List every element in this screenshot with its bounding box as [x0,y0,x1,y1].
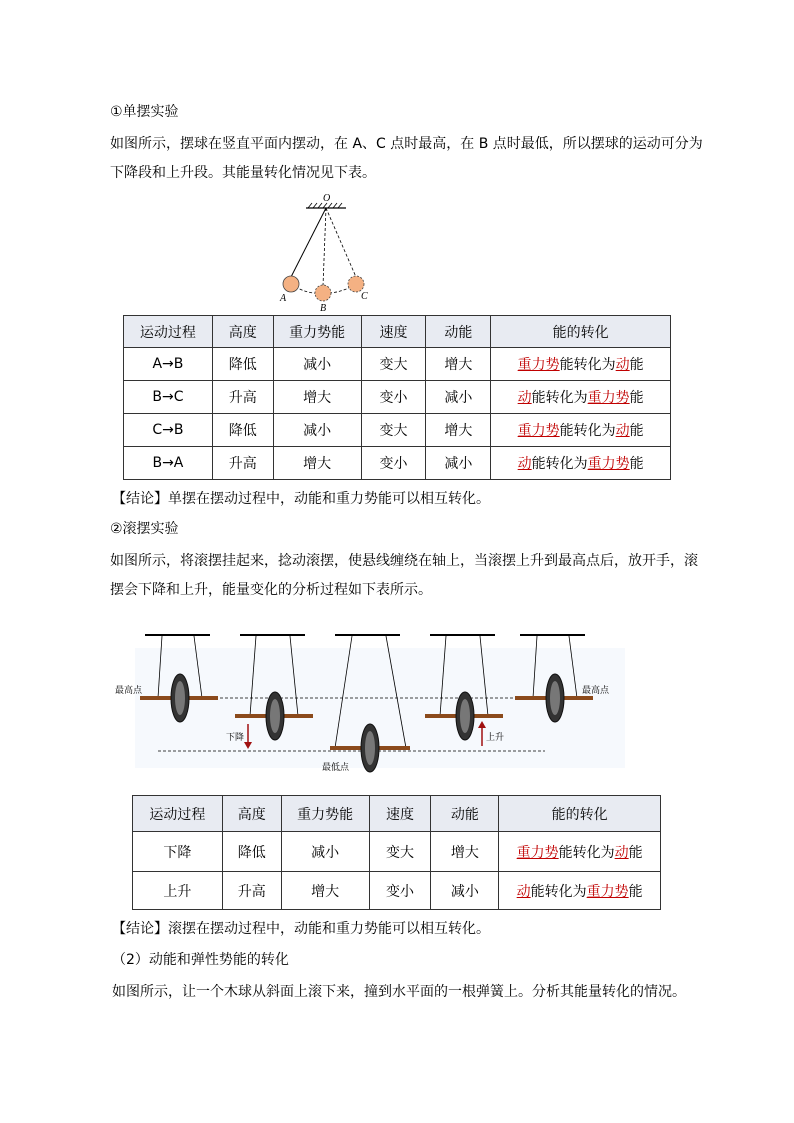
table-row [133,832,661,872]
conv-to: 动 [614,844,629,861]
cell-pe: 增大 [281,872,369,910]
cell-pe: 增大 [273,447,361,480]
rolling-pendulum-table [132,795,661,910]
conv-from: 动 [517,390,532,406]
label-highest-right: 最高点 [582,686,610,696]
cell-pe: 减小 [281,832,369,872]
single-pendulum-figure [270,190,390,315]
cell-pe: 减小 [273,348,361,381]
conv-from: 动 [516,883,531,900]
cell-pe: 增大 [273,381,361,414]
header-ke: 动能 [426,316,491,348]
conv-to: 重力势 [586,883,629,900]
string-c [326,208,356,277]
section2-description: 如图所示，让一个木球从斜面上滚下来，撞到水平面的一根弹簧上。分析其能量转化的情况。 [112,984,686,1000]
conv-from: 重力势 [517,423,560,439]
table-row [124,348,671,381]
label-down: 下降 [226,733,245,743]
conv-mid: 能转化为 [531,456,588,472]
cell-height: 降低 [212,414,273,447]
rolling-pendulum-heading: ②滚摆实验 [110,521,179,537]
header-process: 运动过程 [133,796,223,832]
header-height: 高度 [212,316,273,348]
header-ke: 动能 [431,796,499,832]
cell-speed: 变小 [369,872,431,910]
header-conversion: 能的转化 [499,796,661,832]
conv-from: 重力势 [516,844,559,861]
cell-conversion [499,832,661,872]
cell-speed: 变小 [361,381,426,414]
table-row [133,872,661,910]
header-pe: 重力势能 [273,316,361,348]
conv-end: 能 [629,456,644,472]
cell-ke: 增大 [426,348,491,381]
conv-end: 能 [628,883,643,900]
conclusion-tag: 【结论】 [112,491,168,507]
header-pe: 重力势能 [281,796,369,832]
conv-mid: 能转化为 [558,844,615,861]
ball-c [348,276,364,292]
label-highest-left: 最高点 [115,686,143,696]
conv-to: 动 [615,357,630,373]
label-up: 上升 [486,733,505,743]
cell-conversion [491,381,671,414]
header-process: 运动过程 [124,316,213,348]
conv-end: 能 [629,357,644,373]
conclusion-text: 滚摆在摆动过程中，动能和重力势能可以相互转化。 [168,921,490,937]
cell-pe: 减小 [273,414,361,447]
conv-from: 重力势 [517,357,560,373]
rolling-pendulum-conclusion [112,919,490,939]
header-conversion: 能的转化 [491,316,671,348]
conclusion-tag: 【结论】 [112,921,168,937]
cell-speed: 变小 [361,447,426,480]
ball-a [283,276,299,292]
cell-process: C→B [124,414,213,447]
cell-ke: 减小 [426,447,491,480]
cell-ke: 减小 [431,872,499,910]
rolling-pendulum-figure [110,628,630,778]
label-b: B [320,303,327,314]
cell-ke: 增大 [431,832,499,872]
conv-mid: 能转化为 [531,390,588,406]
pivot-label: O [323,193,331,204]
single-pendulum-conclusion [112,489,490,509]
table-row [124,447,671,480]
table-row [124,414,671,447]
cell-process: A→B [124,348,213,381]
conv-mid: 能转化为 [559,357,616,373]
cell-conversion [491,348,671,381]
rolling-pendulum-description: 如图所示，将滚摆挂起来，捻动滚摆，使悬线缠绕在轴上，当滚摆上升到最高点后，放开手，滚摆会下降和上升，能量变化的分析过程如下表所示。 [110,553,698,598]
cell-ke: 增大 [426,414,491,447]
conv-mid: 能转化为 [559,423,616,439]
cell-process: 上升 [133,872,223,910]
label-lowest: 最低点 [322,763,350,773]
cell-speed: 变大 [361,348,426,381]
header-speed: 速度 [369,796,431,832]
label-c: C [361,291,368,302]
table-row [124,381,671,414]
cell-height: 降低 [212,348,273,381]
single-pendulum-heading: ①单摆实验 [110,104,179,120]
cell-conversion [491,414,671,447]
conv-end: 能 [629,390,644,406]
cell-process: B→A [124,447,213,480]
conv-to: 重力势 [587,390,630,406]
label-a: A [280,293,287,304]
conv-to: 重力势 [587,456,630,472]
single-pendulum-table [123,315,671,480]
conv-mid: 能转化为 [530,883,587,900]
cell-height: 升高 [212,381,273,414]
ball-b [315,285,331,301]
conv-end: 能 [628,844,643,861]
conclusion-text: 单摆在摆动过程中，动能和重力势能可以相互转化。 [168,491,490,507]
cell-height: 升高 [212,447,273,480]
string-a [291,208,326,277]
cell-process: 下降 [133,832,223,872]
cell-ke: 减小 [426,381,491,414]
header-speed: 速度 [361,316,426,348]
cell-height: 升高 [222,872,281,910]
cell-conversion [499,872,661,910]
cell-process: B→C [124,381,213,414]
cell-speed: 变大 [369,832,431,872]
section2-heading: （2）动能和弹性势能的转化 [112,952,289,968]
header-height: 高度 [222,796,281,832]
cell-height: 降低 [222,832,281,872]
conv-from: 动 [517,456,532,472]
cell-speed: 变大 [361,414,426,447]
conv-end: 能 [629,423,644,439]
single-pendulum-description: 如图所示，摆球在竖直平面内摆动，在 A、C 点时最高，在 B 点时最低，所以摆球的运动可分为下降段和上升段。其能量转化情况见下表。 [110,136,703,181]
string-b [323,208,326,286]
cell-conversion [491,447,671,480]
conv-to: 动 [615,423,630,439]
